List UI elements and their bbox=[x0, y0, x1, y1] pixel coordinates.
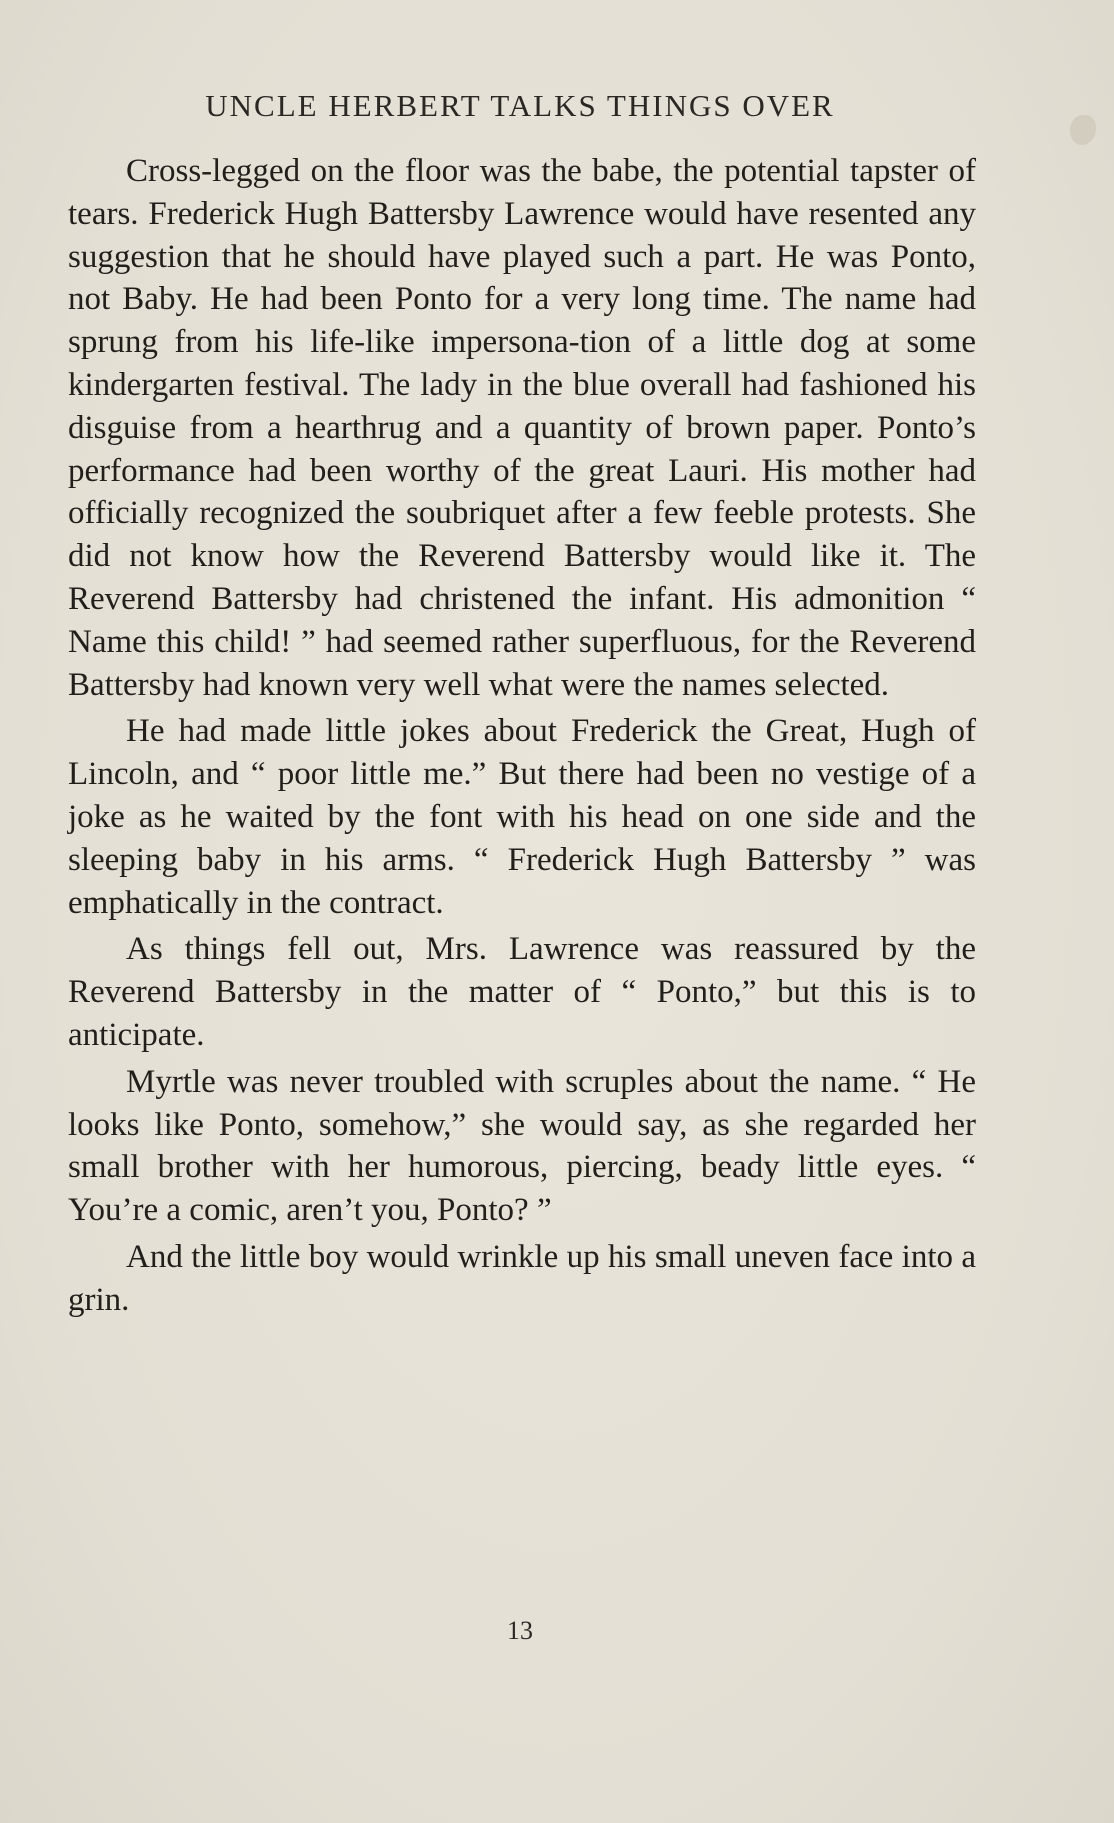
running-head: UNCLE HERBERT TALKS THINGS OVER bbox=[205, 88, 835, 123]
paragraph-1: Cross-legged on the floor was the babe, the potential tapster of tears. Frederick Hugh Battersby Lawrence would have resented any suggestion that he should have played such a part. He was Ponto, not Baby. He had been Ponto for a very long time. The name had sprung from his life-like impersona-tion of a little dog at some kindergarten festival. The lady in the blue overall had fashioned his disguise from a hearthrug and a quantity of brown paper. Ponto’s performance had been worthy of the great Lauri. His mother had officially recognized the soubriquet after a few feeble protests. She did not know how the Reverend Battersby would like it. The Reverend Battersby had christened the infant. His admonition “ Name this child! ” had seemed rather superfluous, for the Reverend Battersby had known very well what were the names selected. bbox=[68, 153, 976, 703]
paragraph-4: Myrtle was never troubled with scruples about the name. “ He looks like Ponto, somehow,” she would say, as she regarded her small brother with her humorous, piercing, beady little eyes. “ You’re a comic, aren’t you, Ponto? ” bbox=[68, 1063, 976, 1229]
paragraph-2: He had made little jokes about Frederick the Great, Hugh of Lincoln, and “ poor little me.” But there had been no vestige of a joke as he waited by the font with his head on one side and the sleeping baby in his arms. “ Frederick Hugh Battersby ” was emphatically in the contract. bbox=[68, 713, 976, 921]
paper-stain bbox=[1070, 115, 1096, 145]
page-number: 13 bbox=[507, 1616, 533, 1645]
paragraph-5: And the little boy would wrinkle up his small uneven face into a grin. bbox=[68, 1238, 976, 1318]
body-text bbox=[68, 150, 976, 1326]
paragraph-3: As things fell out, Mrs. Lawrence was reassured by the Reverend Battersby in the matter of “ Ponto,” but this is to anticipate. bbox=[68, 931, 976, 1053]
